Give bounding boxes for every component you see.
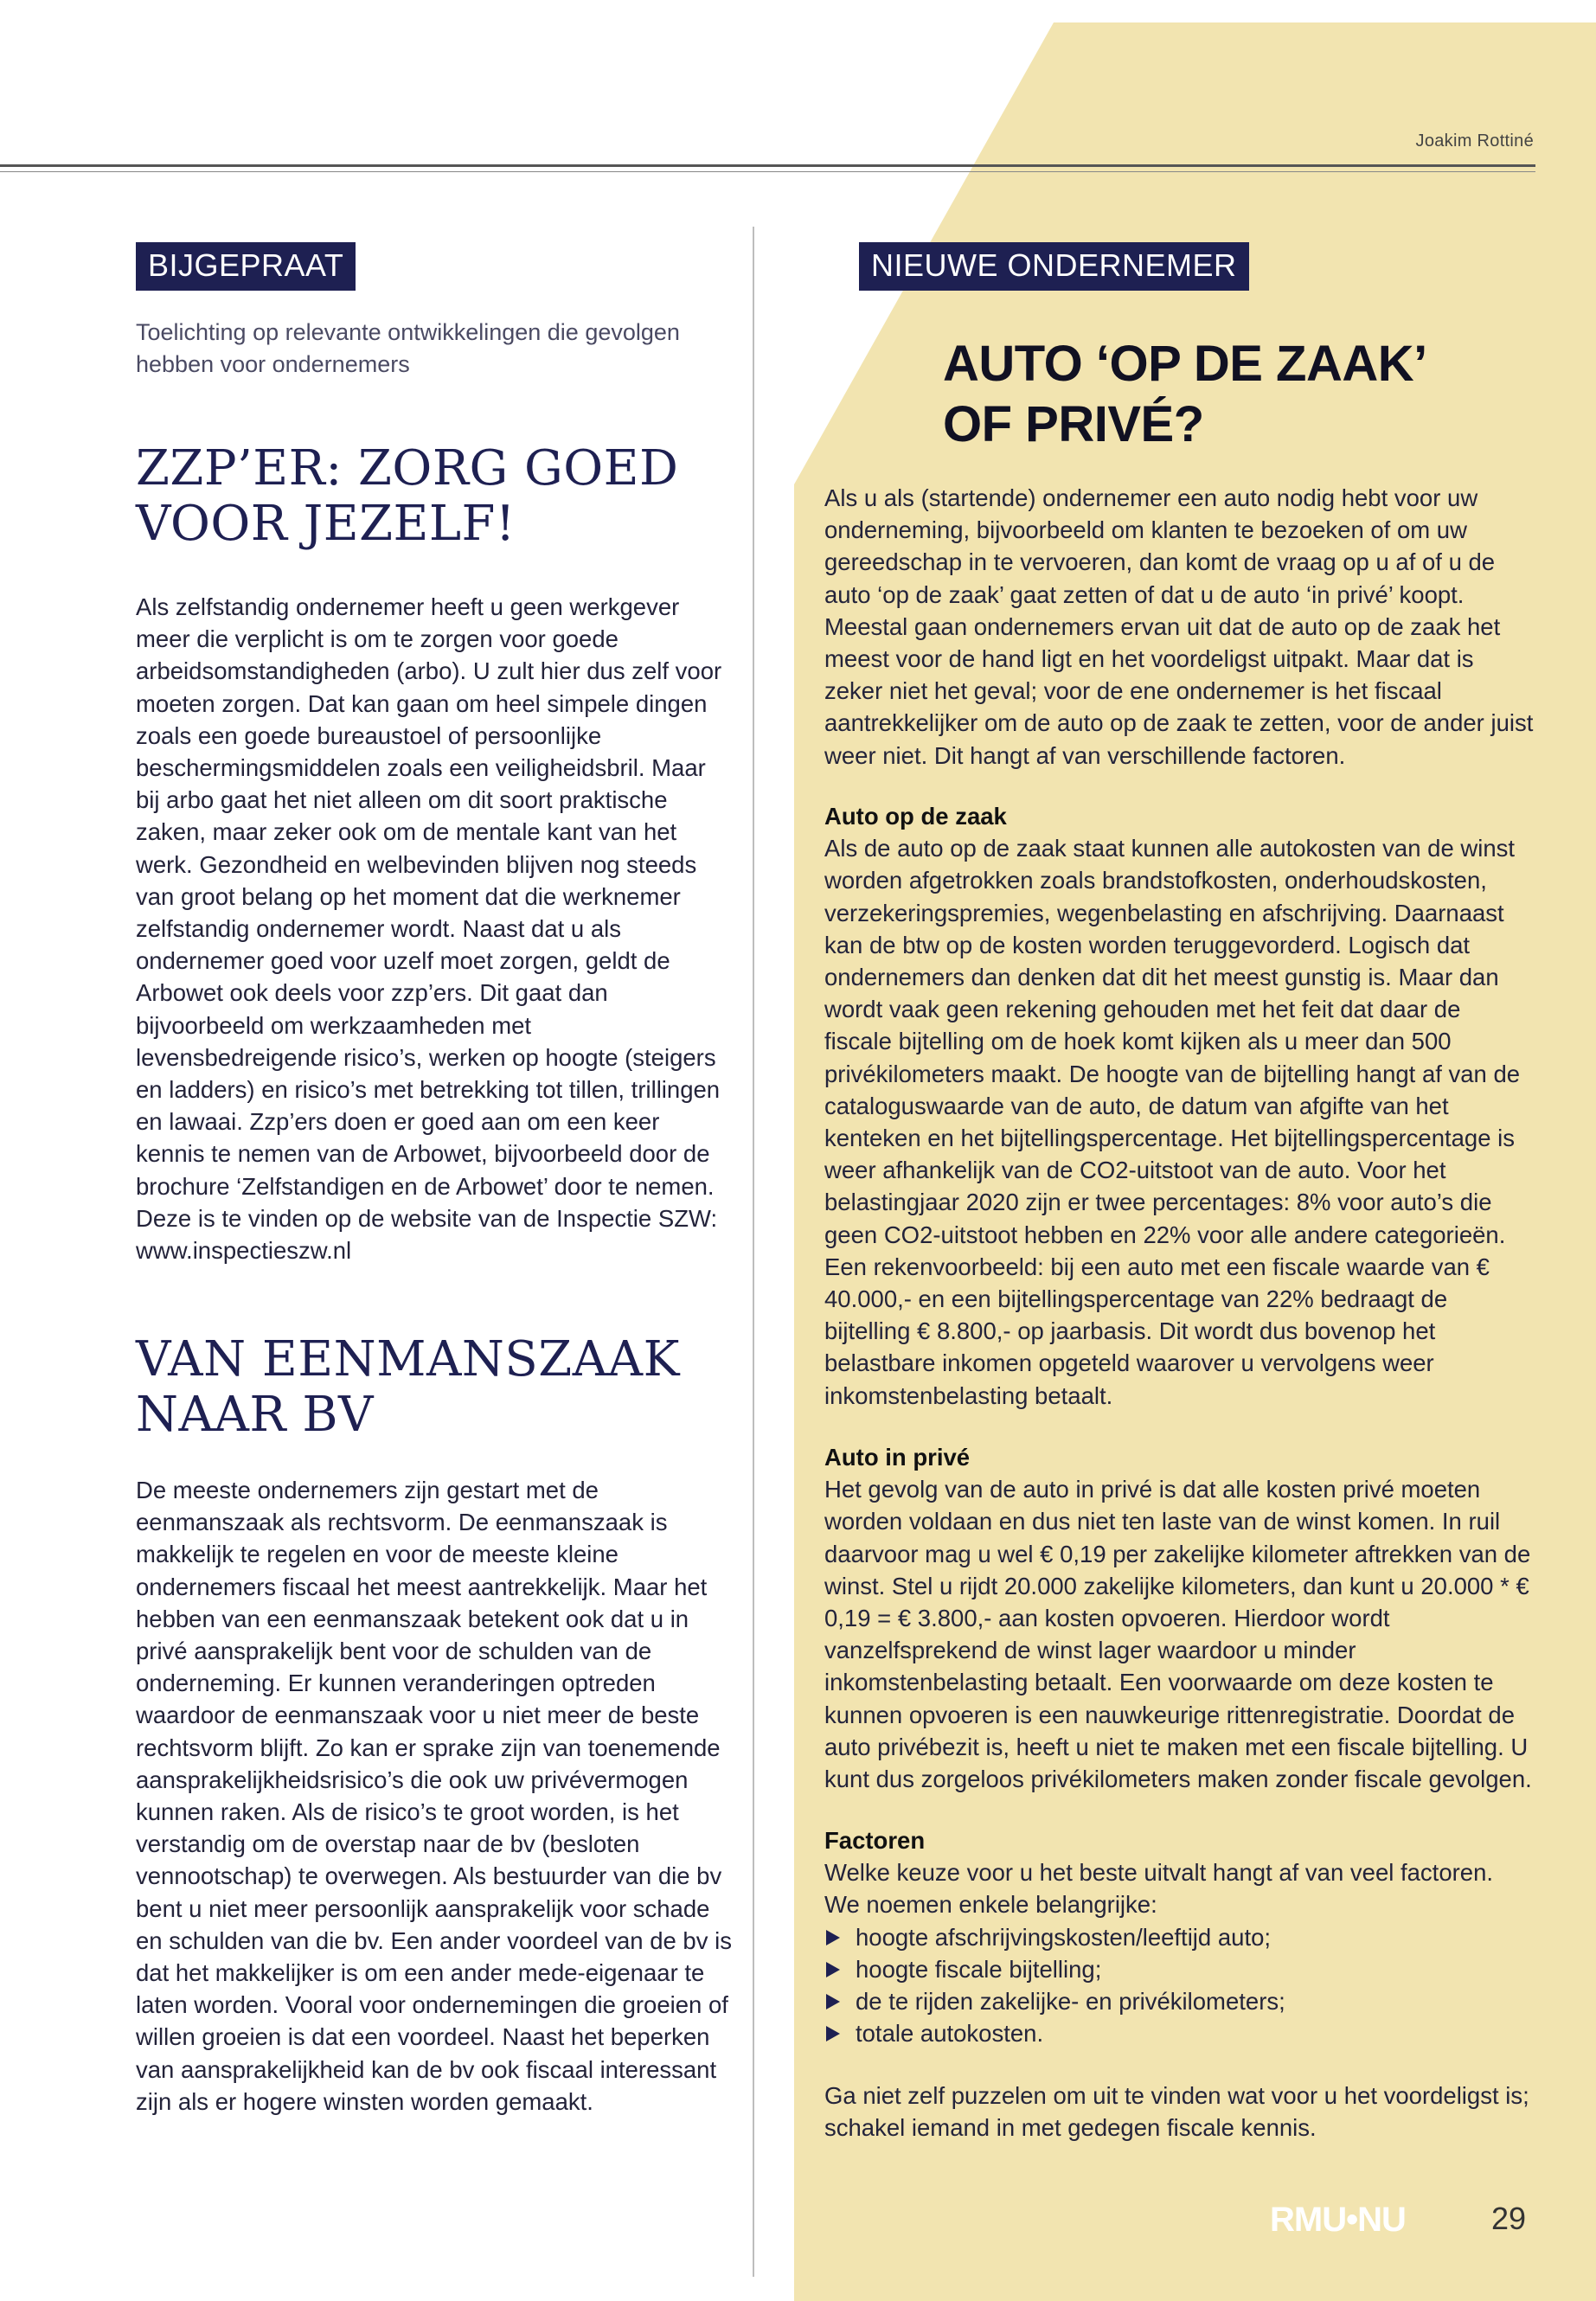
factor-list [824,1921,1534,2050]
header-rule [0,164,1535,167]
article-intro-auto: Als u als (startende) ondernemer een auto nodig hebt voor uw onderneming, bijvoorbeeld om klanten te bezoeken of om uw gereedschap in te vervoeren, dan komt de vraag op u af of u de auto ‘op de zaak’ gaat zetten of dat u de auto ‘in privé’ koopt. Meestal gaan ondernemers ervan uit dat de auto op de zaak het meest voor de hand ligt en het voordeligst uitpakt. Maar dat is zeker niet het geval; voor de ene ondernemer is het fiscaal aantrekkelijker om de auto op de zaak te zetten, voor de ander juist weer niet. Dit hangt af van verschillende factoren. [824,484,1534,769]
article-title-zzp [136,441,724,552]
section-auto-in-prive [824,1441,1534,1795]
page-number: 29 [1491,2201,1527,2236]
section-factoren [824,1824,1534,2049]
article-body-eenmanszaak: De meeste ondernemers zijn gestart met de eenmanszaak als rechtsvorm. De eenmanszaak is makkelijk te regelen en voor de meeste kleine ondernemers fiscaal het meest aantrekkelijk. Maar het hebben van een eenmanszaak betekent ook dat u in privé aansprakelijk bent voor de schulden van de onderneming. Er kunnen veranderingen optreden waardoor de eenmanszaak voor u niet meer de beste rechtsvorm blijft. Zo kan er sprake zijn van toenemende aansprakelijkheidsrisico’s die ook uw privévermogen kunnen raken. Als de risico’s te groot worden, is het verstandig om de overstap naar de bv (besloten vennootschap) te overwegen. Als bestuurder van die bv bent u niet meer persoonlijk aansprakelijk voor schade en schulden van die bv. Een ander voordeel van de bv is dat het makkelijker is om een ander mede-eigenaar te laten worden. Vooral voor ondernemingen die groeien of willen groeien is dat een voordeel. Naast het beperken van aansprakelijkheid kan de bv ook fiscaal interessant zijn als er hogere winsten worden gemaakt. [136,1477,732,2115]
title-line: AUTO ‘OP DE ZAAK’ [943,336,1427,392]
title-line: VAN EENMANSZAAK [136,1331,680,1388]
section-body: Als de auto op de zaak staat kunnen alle autokosten van de winst worden afgetrokken zoals brandstofkosten, onderhoudskosten, verzekeringspremies, wegenbelasting en afschrijving. Daarnaast kan de btw op de kosten worden teruggevorderd. Logisch dat ondernemers dan denken dat dit het meest gunstig is. Maar dan wordt vaak geen rekening gehouden met het feit dat daar de fiscale bijtelling om de hoek komt kijken als u meer dan 500 privékilometers maakt. De hoogte van de bijtelling hangt af van de cataloguswaarde van de auto, de datum van afgifte van het kenteken en het bijtellingspercentage. Het bijtellingspercentage is weer afhankelijk van de CO2-uitstoot van de auto. Voor het belastingjaar 2020 zijn er twee percentages: 8% voor auto’s die geen CO2-uitstoot hebben en 22% voor alle andere categorieën. Een rekenvoorbeeld: bij een auto met een fiscale waarde van € 40.000,- en een bijtellingspercentage van 22% bedraagt de bijtelling € 8.800,- op jaarbasis. Dit wordt dus bovenop het belastbare inkomen opgeteld waarover u vervolgens weer inkomstenbelasting betaalt. [824,835,1521,1409]
title-line: VOOR JEZELF! [136,496,516,552]
article-closing: Ga niet zelf puzzelen om uit te vinden wat voor u het voordeligst is; schakel iemand in met gedegen fiscale kennis. [824,2082,1529,2142]
list-item: totale autokosten. [824,2017,1534,2049]
bullet-triangle-icon [826,1962,840,1977]
bullet-triangle-icon [826,1994,840,2009]
list-item: hoogte afschrijvingskosten/leeftijd auto; [824,1921,1534,1953]
list-item: de te rijden zakelijke- en privékilometers; [824,1985,1534,2017]
section-body: Het gevolg van de auto in privé is dat alle kosten privé moeten worden voldaan en dus niet ten laste van de winst komen. In ruil daarvoor mag u wel € 0,19 per zakelijke kilometer aftrekken van de winst. Stel u rijdt 20.000 zakelijke kilometers, dan kunt u 20.000 * € 0,19 = € 3.800,- aan kosten opvoeren. Hierdoor wordt vanzelfsprekend de winst lager waardoor u minder inkomstenbelasting betaalt. Een voorwaarde om deze kosten te kunnen opvoeren is een nauwkeurige rittenregistratie. Doordat de auto privébezit is, heeft u niet te maken met een fiscale bijtelling. U kunt dus zorgeloos privékilometers maken zonder fiscale gevolgen. [824,1476,1532,1793]
section-auto-op-de-zaak [824,800,1534,1412]
section-tag-nieuwe-ondernemer: NIEUWE ONDERNEMER [859,242,1249,291]
bullet-triangle-icon [826,1930,840,1945]
section-intro: Toelichting op relevante ontwikkelingen die gevolgen hebben voor ondernemers [136,319,680,377]
article-body-zzp: Als zelfstandig ondernemer heeft u geen werkgever meer die verplicht is om te zorgen voor goede arbeidsomstandigheden (arbo). U zult hier dus zelf voor moeten zorgen. Dat kan gaan om heel simpele dingen zoals een goede bureaustoel of persoonlijke beschermingsmiddelen zoals een veiligheidsbril. Maar bij arbo gaat het niet alleen om dit soort praktische zaken, maar zeker ook om de mentale kant van het werk. Gezondheid en welbevinden blijven nog steeds van groot belang op het moment dat die werknemer zelfstandig ondernemer wordt. Naast dat u als ondernemer goed voor uzelf moet zorgen, geldt de Arbowet ook deels voor zzp’ers. Dit gaat dan bijvoorbeeld om werkzaamheden met levensbedreigende risico’s, werken op hoogte (steigers en ladders) en risico’s met betrekking tot tillen, trillingen en lawaai. Zzp’ers doen er goed aan om een keer kennis te nemen van de Arbowet, bijvoorbeeld door de brochure ‘Zelfstandigen en de Arbowet’ door te nemen. Deze is te vinden op de website van de Inspectie SZW: www.inspectieszw.nl [136,593,722,1265]
title-line: NAAR BV [136,1387,374,1443]
title-line: ZZP’ER: ZORG GOED [136,440,679,497]
subheading: Factoren [824,1827,926,1854]
rmu-nu-logo: RMU•NU [1270,2201,1406,2239]
column-divider [753,227,754,2277]
article-title-auto [943,334,1548,455]
author-name: Joakim Rottiné [1415,131,1534,151]
subheading: Auto in privé [824,1444,971,1471]
section-tag-bijgepraat: BIJGEPRAAT [136,242,356,291]
title-line: OF PRIVÉ? [943,396,1204,452]
article-title-eenmanszaak [136,1332,724,1443]
subheading: Auto op de zaak [824,803,1007,830]
list-item: hoogte fiscale bijtelling; [824,1953,1534,1985]
section-body: Welke keuze voor u het beste uitvalt hangt af van veel factoren. We noemen enkele belangrijke: [824,1859,1494,1919]
header-rule-thin [0,171,1535,172]
bullet-triangle-icon [826,2026,840,2041]
